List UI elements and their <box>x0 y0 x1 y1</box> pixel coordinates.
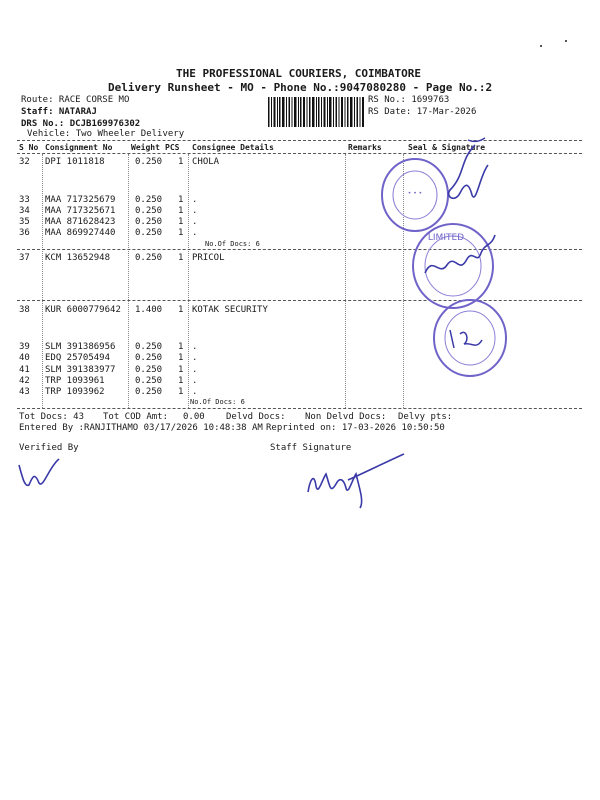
row-details: CHOLA <box>192 157 220 167</box>
divider-cons <box>128 154 129 408</box>
col-pcs: PCS <box>165 143 180 152</box>
col-sno: S No <box>19 143 39 152</box>
row-weight: 0.250 <box>135 387 163 397</box>
group1-doc-count: No.Of Docs: 6 <box>205 240 260 248</box>
row-sno: 39 <box>19 342 30 352</box>
company-title: THE PROFESSIONAL COURIERS, COIMBATORE <box>176 67 422 80</box>
divider-sno <box>42 154 43 408</box>
rs-date: RS Date: 17-Mar-2026 <box>368 107 477 117</box>
scan-speck <box>540 45 542 47</box>
col-consignee: Consignee Details <box>192 143 274 152</box>
total-cod-label: Tot COD Amt: <box>103 412 169 422</box>
col-weight: Weight <box>131 143 160 152</box>
row-pcs: 1 <box>178 305 184 315</box>
row-consignment: DPI 1011818 <box>45 157 105 167</box>
row-weight: 0.250 <box>135 195 163 205</box>
row-sno: 36 <box>19 228 30 238</box>
row-sno: 41 <box>19 365 30 375</box>
row-details: . <box>192 365 198 375</box>
runsheet-subtitle: Delivery Runsheet - MO - Phone No.:9047080280 - Page No.:2 <box>108 81 493 94</box>
row-sno: 32 <box>19 157 30 167</box>
staff-label: Staff: NATARAJ <box>21 107 97 117</box>
row-pcs: 1 <box>178 157 184 167</box>
drs-number: DRS No.: DCJB169976302 <box>21 119 141 129</box>
row-details: . <box>192 342 198 352</box>
vehicle-label: Vehicle: Two Wheeler Delivery <box>27 129 185 139</box>
group2-doc-count: No.Of Docs: 6 <box>190 398 245 406</box>
entered-by: Entered By :RANJITHAMO 03/17/2026 10:48:38 AM <box>19 423 263 433</box>
row-sno: 37 <box>19 253 30 263</box>
row-sno: 34 <box>19 206 30 216</box>
row-consignment: SLM 391386956 <box>45 342 116 352</box>
row-consignment: MAA 717325679 <box>45 195 116 205</box>
scan-speck <box>565 40 567 42</box>
divider-pcs <box>188 154 189 408</box>
row-details: . <box>192 228 198 238</box>
row-sno: 42 <box>19 376 30 386</box>
row-pcs: 1 <box>178 353 184 363</box>
verified-by-label: Verified By <box>19 443 79 453</box>
row-pcs: 1 <box>178 206 184 216</box>
route-label: Route: RACE CORSE MO <box>21 95 130 105</box>
row-sno: 33 <box>19 195 30 205</box>
row-consignment: MAA 717325671 <box>45 206 116 216</box>
row-details: KOTAK SECURITY <box>192 305 268 315</box>
row-weight: 0.250 <box>135 157 163 167</box>
row-weight: 0.250 <box>135 228 163 238</box>
row-pcs: 1 <box>178 387 184 397</box>
row-sno: 43 <box>19 387 30 397</box>
row-weight: 0.250 <box>135 365 163 375</box>
row-consignment: TRP 1093961 <box>45 376 105 386</box>
row-pcs: 1 <box>178 365 184 375</box>
row-weight: 0.250 <box>135 253 163 263</box>
svg-text:• • •: • • • <box>407 190 423 197</box>
row-weight: 0.250 <box>135 206 163 216</box>
total-cod-value: 0.00 <box>183 412 205 422</box>
seal-signature-ink-2 <box>415 225 515 295</box>
non-delivered-docs: Non Delvd Docs: <box>305 412 387 422</box>
row-pcs: 1 <box>178 253 184 263</box>
row-details: . <box>192 217 198 227</box>
staff-signature-label: Staff Signature <box>270 443 352 453</box>
delivery-points: Delvy pts: <box>398 412 453 422</box>
row-consignment: KUR 6000779642 <box>45 305 121 315</box>
row-details: . <box>192 206 198 216</box>
row-consignment: SLM 391383977 <box>45 365 116 375</box>
row-pcs: 1 <box>178 228 184 238</box>
row-pcs: 1 <box>178 195 184 205</box>
row-weight: 0.250 <box>135 376 163 386</box>
row-weight: 0.250 <box>135 353 163 363</box>
row-consignment: TRP 1093962 <box>45 387 105 397</box>
row-consignment: EDQ 25705494 <box>45 353 111 363</box>
row-sno: 38 <box>19 305 30 315</box>
col-remarks: Remarks <box>348 143 382 152</box>
barcode <box>268 97 365 127</box>
row-pcs: 1 <box>178 376 184 386</box>
col-seal: Seal & Signature <box>408 143 486 152</box>
row-details: . <box>192 387 198 397</box>
row-pcs: 1 <box>178 342 184 352</box>
verified-by-signature <box>15 455 65 495</box>
row-weight: 0.250 <box>135 342 163 352</box>
reprinted-on: Reprinted on: 17-03-2026 10:50:50 <box>266 423 445 433</box>
row-weight: 0.250 <box>135 217 163 227</box>
total-docs: Tot Docs: 43 <box>19 412 85 422</box>
row-pcs: 1 <box>178 217 184 227</box>
row-consignment: MAA 869927440 <box>45 228 116 238</box>
row-sno: 40 <box>19 353 30 363</box>
row-sno: 35 <box>19 217 30 227</box>
row-weight: 1.400 <box>135 305 163 315</box>
seal-text: LIMITED <box>427 233 465 243</box>
row-details: PRICOL <box>192 253 225 263</box>
row-details: . <box>192 376 198 386</box>
row-consignment: KCM 13652948 <box>45 253 111 263</box>
col-consignment: Consignment No <box>45 143 113 152</box>
row-details: . <box>192 353 198 363</box>
delivered-docs: Delvd Docs: <box>226 412 286 422</box>
staff-signature-ink <box>300 450 410 510</box>
rs-number: RS No.: 1699763 <box>368 95 450 105</box>
company-seal-stamp-3 <box>420 290 520 390</box>
row-details: . <box>192 195 198 205</box>
row-consignment: MAA 871628423 <box>45 217 116 227</box>
divider-remarks <box>345 154 346 408</box>
table-bottom-rule <box>17 408 582 409</box>
